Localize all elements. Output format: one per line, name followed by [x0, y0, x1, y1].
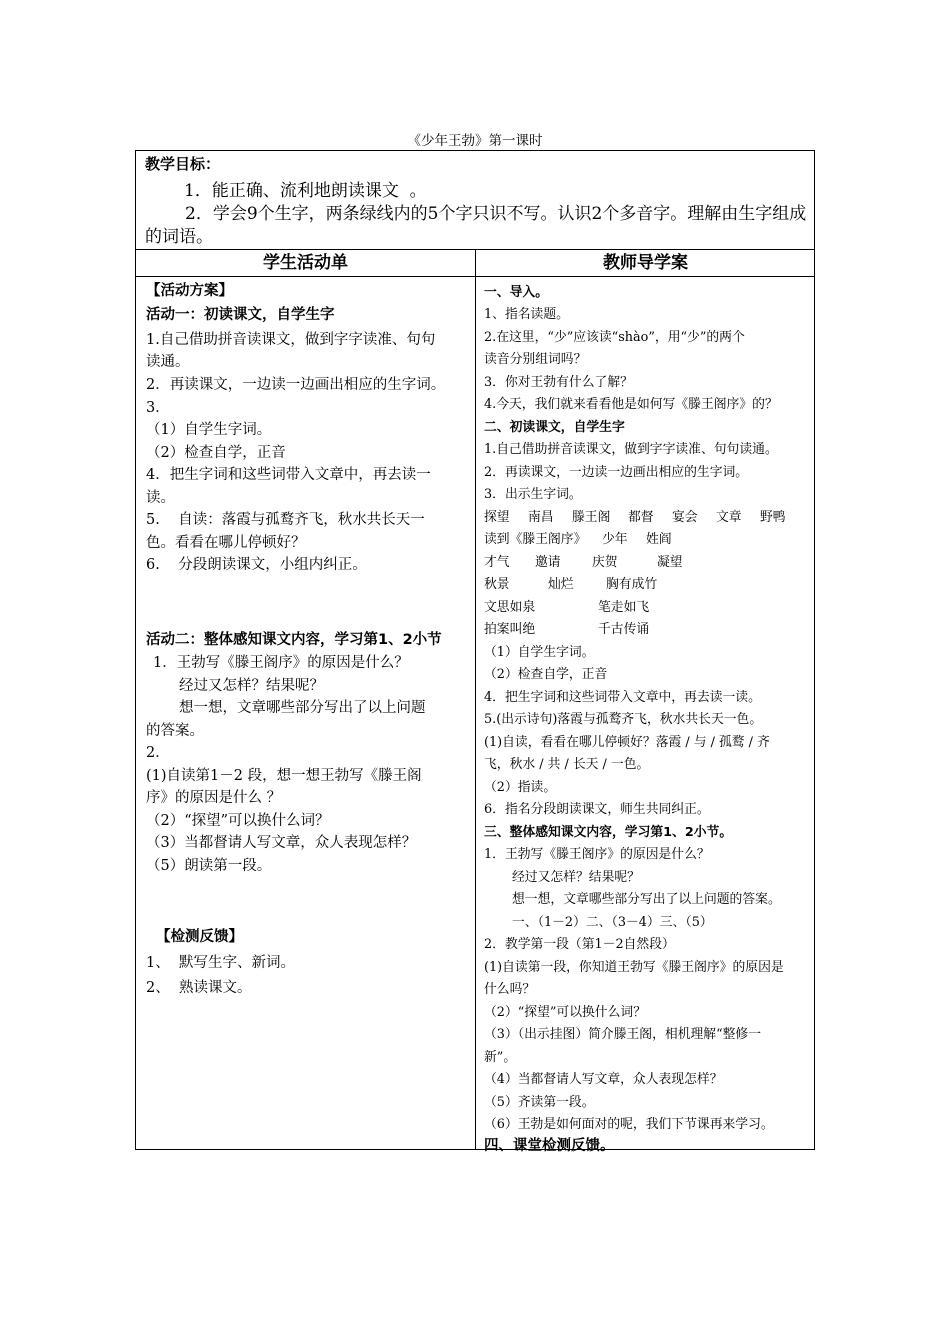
- activity-2-step: 2．: [146, 745, 170, 761]
- check-item: 1、 默写生字、新词。: [146, 955, 295, 971]
- guide-step: 1.自己借助拼音读课文，做到字字读准、句句读通。: [484, 442, 778, 457]
- guide-step: 2.在这里，“少”应该读“shào”，用“少”的两个: [484, 330, 745, 345]
- guide-step: 6．指名分段朗读课文，师生共同纠正。: [484, 802, 710, 817]
- vocab-word: 拍案叫绝: [484, 622, 536, 637]
- guide-step: 3．你对王勃有什么了解？: [484, 375, 633, 390]
- activity-2-substep: (1)自读第1－2 段，想一想王勃写《滕王阁: [146, 768, 422, 784]
- teaching-goals-box: [135, 150, 815, 250]
- guide-substep: （5）齐读第一段。: [484, 1095, 595, 1110]
- check-item: 2、 熟读课文。: [146, 980, 252, 996]
- activity-1-substep: （1）自学生字词。: [146, 422, 272, 438]
- vocab-word: 少年: [602, 532, 628, 547]
- teacher-column-header: 教师导学案: [603, 253, 688, 273]
- section-heading: 一、导入。: [484, 285, 548, 300]
- guide-substep: (1)自读第一段，你知道王勃写《滕王阁序》的原因是: [484, 960, 784, 975]
- vocab-word: 才气: [484, 555, 510, 570]
- guide-step: 2．教学第一段（第1－2自然段）: [484, 937, 675, 952]
- plan-heading: 【活动方案】: [146, 283, 233, 299]
- guide-step: 4.今天，我们就来看看他是如何写《滕王阁序》的？: [484, 397, 778, 412]
- section-heading: 二、初读课文，自学生字: [484, 420, 625, 435]
- vocab-word: 宴会: [672, 510, 698, 525]
- guide-step: 2．再读课文，一边读一边画出相应的生字词。: [484, 465, 749, 480]
- guide-substep: （2）“探望”可以换什么词？: [484, 1005, 646, 1020]
- guide-substep: 新”。: [484, 1050, 517, 1065]
- guide-step: 3．出示生字词。: [484, 487, 582, 502]
- vocab-word: 千古传诵: [598, 622, 650, 637]
- guide-step: 读音分别组词吗？: [484, 352, 587, 367]
- activity-2-substep: （5）朗读第一段。: [146, 858, 272, 874]
- guide-step: 想一想，文章哪些部分写出了以上问题的答案。: [512, 892, 781, 907]
- activity-1-step: 6. 分段朗读课文，小组内纠正。: [146, 557, 367, 573]
- guide-substep: 什么吗？: [484, 982, 536, 997]
- vocab-word: 探望: [484, 510, 510, 525]
- activity-2-title: 活动二：整体感知课文内容，学习第1、2小节: [146, 632, 442, 648]
- activity-2-substep: 序》的原因是什么 ？: [146, 790, 282, 806]
- guide-substep: 飞，秋水 / 共 / 长天 / 一色。: [484, 757, 650, 772]
- check-heading: 【检测反馈】: [156, 929, 243, 945]
- vocab-word: 笔走如飞: [598, 600, 650, 615]
- vocab-word: 庆贺: [592, 555, 618, 570]
- guide-step: 4．把生字词和这些词带入文章中，再去读一读。: [484, 690, 761, 705]
- goals-label: 教学目标：: [145, 155, 221, 173]
- guide-substep: (1)自读，看看在哪儿停顿好？落霞 / 与 / 孤鹜 / 齐: [484, 735, 770, 750]
- vocab-word: 凝望: [657, 555, 683, 570]
- activity-2-step: 经过又怎样？结果呢？: [179, 678, 324, 694]
- guide-step: 1、指名读题。: [484, 307, 569, 322]
- vocab-word: 野鸭: [760, 510, 786, 525]
- activity-2-step: 的答案。: [146, 723, 204, 739]
- activity-1-step: 读。: [146, 490, 175, 506]
- activity-2-substep: （3）当都督请人写文章，众人表现怎样？: [146, 835, 417, 851]
- section-heading: 三、整体感知课文内容，学习第1、2小节。: [484, 825, 733, 840]
- activity-1-step: 色。看看在哪儿停顿好？: [146, 535, 306, 551]
- vocab-word: 文章: [716, 510, 742, 525]
- vocab-word: 读到《滕王阁序》: [484, 532, 587, 547]
- guide-step: 5.(出示诗句)落霞与孤鹜齐飞，秋水共长天一色。: [484, 712, 763, 727]
- vocab-word: 都督: [628, 510, 654, 525]
- column-divider: [475, 250, 476, 1149]
- activity-2-step: 想一想，文章哪些部分写出了以上问题: [179, 700, 426, 716]
- vocab-word: 姓阎: [646, 532, 672, 547]
- activity-2-substep: （2）“探望”可以换什么词？: [146, 813, 330, 829]
- header-divider: [136, 276, 814, 277]
- guide-step: 经过又怎样？结果呢？: [512, 870, 640, 885]
- activity-1-step: 读通。: [146, 354, 190, 370]
- vocab-word: 灿烂: [548, 577, 574, 592]
- guide-substep: （1）自学生字词。: [484, 645, 595, 660]
- goal-item-2: 2．学会9个生字，两条绿线内的5个字只识不写。认识2个多音字。理解由生字组成的词语。: [145, 204, 807, 247]
- activity-1-step: 5. 自读：落霞与孤鹜齐飞，秋水共长天一: [146, 512, 425, 528]
- section-heading: 四、课堂检测反馈。: [484, 1138, 615, 1154]
- vocab-word: 滕王阁: [572, 510, 611, 525]
- goal-item-1: 1．能正确、流利地朗读课文 。: [184, 181, 427, 201]
- activity-1-step: 1.自己借助拼音读课文，做到字字读准、句句: [146, 332, 436, 348]
- vocab-word: 南昌: [528, 510, 554, 525]
- activity-1-step: 2．再读课文，一边读一边画出相应的生字词。: [146, 377, 446, 393]
- activity-1-substep: （2）检查自学，正音: [146, 445, 286, 461]
- document-title: 《少年王勃》第一课时: [407, 133, 543, 149]
- guide-step: 1．王勃写《滕王阁序》的原因是什么？: [484, 847, 710, 862]
- guide-substep: （4）当都督请人写文章，众人表现怎样？: [484, 1072, 723, 1087]
- guide-substep: （3）（出示挂图）简介滕王阁，相机理解“整修一: [484, 1027, 762, 1042]
- guide-substep: （2）指读。: [484, 780, 557, 795]
- activity-2-step: 1．王勃写《滕王阁序》的原因是什么？: [153, 655, 409, 671]
- activity-1-step: 4．把生字词和这些词带入文章中，再去读一: [146, 467, 431, 483]
- student-column-header: 学生活动单: [263, 253, 348, 273]
- vocab-word: 秋景: [484, 577, 510, 592]
- guide-substep: （6）王勃是如何面对的呢，我们下节课再来学习。: [484, 1117, 774, 1132]
- lesson-table: [135, 249, 815, 1154]
- vocab-word: 文思如泉: [484, 600, 536, 615]
- guide-step: 一、（1－2）二、（3－4）三、（5）: [512, 915, 713, 930]
- guide-substep: （2）检查自学，正音: [484, 667, 608, 682]
- vocab-word: 邀请: [535, 555, 561, 570]
- activity-1-title: 活动一：初读课文，自学生字: [146, 307, 335, 323]
- activity-1-step: 3．: [146, 400, 170, 416]
- vocab-word: 胸有成竹: [606, 577, 658, 592]
